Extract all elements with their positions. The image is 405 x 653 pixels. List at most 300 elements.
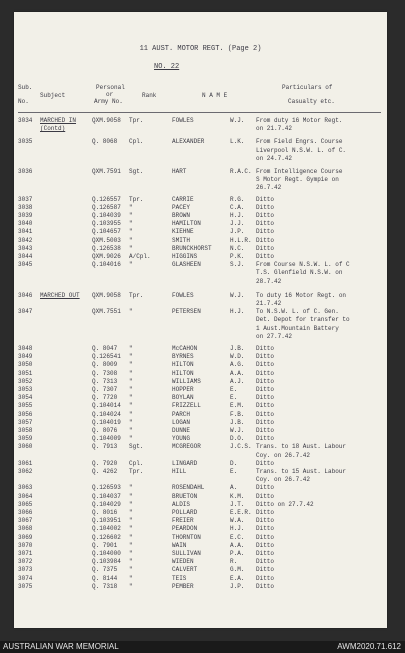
cell-army: Q. 7308 <box>92 369 118 377</box>
cell-rank: " <box>129 394 133 402</box>
cell-army: Q.126593 <box>92 484 121 492</box>
cell-part: From Field Engrs. Course <box>256 138 343 146</box>
cell-init: N.C. <box>230 244 245 252</box>
cell-army: Q. 7375 <box>92 566 118 574</box>
cell-sub: 3050 <box>18 361 33 369</box>
cell-init: W.A. <box>230 517 245 525</box>
table-row <box>14 509 387 517</box>
cell-name: ALDIS <box>172 500 191 508</box>
cell-name: TEIS <box>172 574 187 582</box>
cell-rank: Tpr. <box>129 117 144 124</box>
document-title: 11 AUST. MOTOR REGT. (Page 2) <box>139 45 262 53</box>
cell-army: Q. 8016 <box>92 509 118 516</box>
cell-part: Ditto <box>256 533 275 541</box>
cell-name: FREIER <box>172 517 194 525</box>
cell-rank: " <box>129 228 133 236</box>
cell-rank: " <box>129 509 133 516</box>
cell-name: HILL <box>172 468 187 475</box>
cell-init: D. <box>230 459 238 467</box>
footer-reference: AWM2020.71.612 <box>337 642 401 651</box>
cell-name: ALEXANDER <box>172 138 205 146</box>
header-sub: Sub. <box>18 84 33 91</box>
table-row <box>14 325 387 333</box>
cell-rank: A/Cpl. <box>129 253 151 260</box>
cell-army: Q.104024 <box>92 410 121 418</box>
cell-part: To duty 16 Motor Regt. on <box>256 291 347 299</box>
cell-part: Ditto <box>256 402 275 410</box>
table-row <box>14 452 387 460</box>
cell-name: YOUNG <box>172 435 191 443</box>
cell-name: PACEY <box>172 203 191 211</box>
table-row <box>14 493 387 501</box>
cell-army: QXM.9058 <box>92 117 121 124</box>
cell-sub: 3060 <box>18 443 33 451</box>
cell-rank: " <box>129 492 133 500</box>
cell-army: Q.104000 <box>92 550 121 557</box>
cell-rank: Cpl. <box>129 459 144 467</box>
cell-part: 1 Aust.Mountain Battery <box>256 324 339 332</box>
cell-part: Ditto <box>256 361 275 369</box>
cell-part: Ditto <box>256 566 275 574</box>
cell-army: Q. 7307 <box>92 386 118 393</box>
cell-name: BRUETON <box>172 492 198 500</box>
cell-sub: 3070 <box>18 541 33 549</box>
cell-name: BYRNES <box>172 353 194 361</box>
header-personal: Personal <box>96 84 125 91</box>
table-row <box>14 117 387 125</box>
cell-name: KIEHNE <box>172 228 194 236</box>
cell-army: Q.126602 <box>92 533 121 541</box>
cell-rank: Tpr. <box>129 195 144 203</box>
cell-army: Q.104039 <box>92 212 121 219</box>
cell-name: McCAHON <box>172 345 198 352</box>
table-row <box>14 435 387 443</box>
cell-rank: " <box>129 558 133 566</box>
cell-part: Ditto <box>256 459 275 467</box>
cell-init: A. <box>230 484 238 492</box>
cell-rank: " <box>129 244 133 252</box>
cell-sub: 3049 <box>18 353 33 361</box>
cell-name: CALVERT <box>172 566 198 574</box>
cell-part: Ditto <box>256 386 275 393</box>
cell-name: FOWLES <box>172 117 194 124</box>
cell-sub: 3038 <box>18 203 33 211</box>
cell-rank: " <box>129 410 133 418</box>
cell-part: Ditto <box>256 525 275 533</box>
cell-part: From Intelligence Course <box>256 168 343 175</box>
cell-army: Q.104016 <box>92 261 121 269</box>
cell-part: Ditto <box>256 517 275 525</box>
cell-sub: 3034 <box>18 117 33 124</box>
cell-name: HOPPER <box>172 386 194 393</box>
table-row <box>14 443 387 451</box>
cell-army: Q. 7318 <box>92 582 118 590</box>
cell-part: Ditto <box>256 574 275 582</box>
cell-army: Q.126587 <box>92 203 121 211</box>
cell-name: WIEDEN <box>172 558 194 566</box>
cell-name: HILTON <box>172 361 194 369</box>
cell-name: CARRIE <box>172 195 194 203</box>
cell-rank: Sgt. <box>129 443 144 451</box>
cell-sub: 3053 <box>18 386 33 393</box>
cell-army: Q. 7920 <box>92 459 118 467</box>
header-casualty: Casualty etc. <box>288 98 335 105</box>
cell-army: Q.104657 <box>92 228 121 236</box>
cell-part: Liverpool N.S.W. L. of C. <box>256 146 347 154</box>
table-row <box>14 468 387 476</box>
cell-subj: MARCHED OUT <box>40 291 80 299</box>
cell-sub: 3051 <box>18 369 33 377</box>
archive-footer <box>0 641 405 653</box>
cell-sub: 3047 <box>18 308 33 316</box>
cell-rank: " <box>129 582 133 590</box>
cell-sub: 3055 <box>18 402 33 410</box>
cell-rank: " <box>129 484 133 492</box>
cell-part: Ditto <box>256 410 275 418</box>
cell-army: Q.104009 <box>92 435 121 443</box>
document-number: NO. 22 <box>154 63 180 71</box>
cell-part: Ditto <box>256 509 275 516</box>
cell-name: THORNTON <box>172 533 201 541</box>
table-row <box>14 476 387 484</box>
cell-sub: 3041 <box>18 228 33 236</box>
cell-name: HIGGINS <box>172 253 198 260</box>
cell-army: QXM.5003 <box>92 236 121 244</box>
cell-sub: 3036 <box>18 168 33 175</box>
table-row <box>14 386 387 394</box>
cell-init: R. <box>230 558 238 566</box>
table-row <box>14 196 387 204</box>
cell-sub: 3056 <box>18 410 33 418</box>
cell-army: Q. 7313 <box>92 377 118 385</box>
table-row <box>14 361 387 369</box>
cell-name: PETERSEN <box>172 308 201 316</box>
header-no: No. <box>18 98 29 105</box>
cell-name: HAMILTON <box>172 220 201 228</box>
cell-name: HILTON <box>172 369 194 377</box>
cell-init: E.A. <box>230 574 245 582</box>
cell-init: H.J. <box>230 308 245 316</box>
table-row <box>14 558 387 566</box>
header-rule <box>18 112 381 113</box>
cell-part: Ditto <box>256 435 275 443</box>
table-row <box>14 542 387 550</box>
cell-part: Ditto <box>256 427 275 434</box>
cell-army: Q. 8144 <box>92 574 118 582</box>
cell-init: A.G. <box>230 361 245 369</box>
cell-sub: 3062 <box>18 468 33 475</box>
cell-init: J.B. <box>230 345 245 352</box>
table-row <box>14 583 387 591</box>
table-row <box>14 176 387 184</box>
header-subject: Subject <box>40 92 66 99</box>
cell-init: A.A. <box>230 541 245 549</box>
cell-rank: " <box>129 533 133 541</box>
table-row <box>14 419 387 427</box>
cell-name: PEMBER <box>172 582 194 590</box>
cell-part: Ditto <box>256 236 275 244</box>
footer-source: AUSTRALIAN WAR MEMORIAL <box>3 642 119 651</box>
cell-part: Ditto <box>256 582 275 590</box>
table-row <box>14 300 387 308</box>
table-row <box>14 353 387 361</box>
cell-part: Ditto <box>256 353 275 361</box>
table-row <box>14 566 387 574</box>
cell-sub: 3045 <box>18 261 33 269</box>
cell-rank: " <box>129 550 133 557</box>
cell-rank: Tpr. <box>129 291 144 299</box>
cell-init: P.A. <box>230 550 245 557</box>
cell-rank: " <box>129 574 133 582</box>
cell-init: J.P. <box>230 582 245 590</box>
table-row <box>14 155 387 163</box>
cell-army: Q. 7913 <box>92 443 118 451</box>
header-name: N A M E <box>202 92 228 99</box>
cell-army: Q.104019 <box>92 418 121 426</box>
cell-part: Ditto <box>256 492 275 500</box>
cell-sub: 3066 <box>18 509 33 516</box>
cell-name: BOYLAN <box>172 394 194 402</box>
cell-init: R.A.C. <box>230 168 252 175</box>
cell-name: BRUNCKHORST <box>172 244 212 252</box>
table-row <box>14 550 387 558</box>
cell-init: J.B. <box>230 418 245 426</box>
cell-name: POLLARD <box>172 509 198 516</box>
cell-subj: (Contd) <box>40 125 66 133</box>
cell-sub: 3072 <box>18 558 33 566</box>
cell-rank: " <box>129 525 133 533</box>
cell-sub: 3074 <box>18 574 33 582</box>
table-row <box>14 278 387 286</box>
cell-subj: MARCHED IN <box>40 117 77 124</box>
table-row <box>14 378 387 386</box>
cell-sub: 3068 <box>18 525 33 533</box>
cell-init: F.B. <box>230 410 245 418</box>
cell-init: W.J. <box>230 427 245 434</box>
cell-army: Q.104014 <box>92 402 121 410</box>
cell-sub: 3052 <box>18 377 33 385</box>
cell-army: Q. 8068 <box>92 138 118 146</box>
cell-part: Det. Depot for transfer to <box>256 316 350 324</box>
table-row <box>14 292 387 300</box>
header-particulars: Particulars of <box>282 84 333 91</box>
table-row <box>14 184 387 192</box>
cell-init: C.A. <box>230 203 245 211</box>
cell-init: H.J. <box>230 212 245 219</box>
cell-init: K.M. <box>230 492 245 500</box>
cell-part: on 24.7.42 <box>256 154 293 162</box>
cell-rank: Sgt. <box>129 168 144 175</box>
cell-sub: 3037 <box>18 195 33 203</box>
cell-name: DUNNE <box>172 427 191 434</box>
cell-sub: 3059 <box>18 435 33 443</box>
cell-army: QXM.7591 <box>92 168 121 175</box>
cell-part: Ditto <box>256 195 275 203</box>
cell-rank: " <box>129 566 133 574</box>
cell-init: H.J. <box>230 525 245 533</box>
cell-rank: " <box>129 427 133 434</box>
table-row <box>14 333 387 341</box>
cell-sub: 3075 <box>18 582 33 590</box>
cell-rank: " <box>129 517 133 525</box>
table-row <box>14 484 387 492</box>
cell-sub: 3043 <box>18 244 33 252</box>
cell-name: LINGARD <box>172 459 198 467</box>
cell-army: Q.126538 <box>92 244 121 252</box>
cell-part: S Motor Regt. Gympie on <box>256 176 339 184</box>
cell-rank: " <box>129 418 133 426</box>
cell-part: From duty 16 Motor Regt. <box>256 117 343 124</box>
cell-part: Ditto <box>256 220 275 228</box>
table-row <box>14 125 387 133</box>
cell-init: L.K. <box>230 138 245 146</box>
table-row <box>14 245 387 253</box>
cell-sub: 3039 <box>18 212 33 219</box>
cell-init: P.K. <box>230 253 245 260</box>
cell-part: Ditto <box>256 377 275 385</box>
cell-army: Q. 8076 <box>92 427 118 434</box>
header-army-no: Army No. <box>94 98 123 105</box>
cell-sub: 3067 <box>18 517 33 525</box>
table-row <box>14 525 387 533</box>
cell-part: 21.7.42 <box>256 300 282 307</box>
cell-army: QXM.9058 <box>92 291 121 299</box>
cell-part: Ditto <box>256 550 275 557</box>
cell-part: Trans. to 18 Aust. Labour <box>256 443 347 451</box>
cell-army: Q.126541 <box>92 353 121 361</box>
cell-rank: " <box>129 345 133 352</box>
cell-part: Coy. on 26.7.42 <box>256 451 311 459</box>
cell-init: A.A. <box>230 369 245 377</box>
cell-army: Q. 8009 <box>92 361 118 369</box>
cell-part: Ditto <box>256 203 275 211</box>
cell-rank: " <box>129 402 133 410</box>
cell-army: Q. 8047 <box>92 345 118 352</box>
cell-init: E.E.R. <box>230 509 252 516</box>
cell-init: E. <box>230 386 238 393</box>
cell-rank: " <box>129 361 133 369</box>
cell-sub: 3071 <box>18 550 33 557</box>
cell-name: SULLIVAN <box>172 550 201 557</box>
cell-rank: Cpl. <box>129 138 144 146</box>
cell-rank: " <box>129 236 133 244</box>
cell-part: on 21.7.42 <box>256 125 293 133</box>
cell-init: J.C.S. <box>230 443 252 451</box>
cell-army: Q.126557 <box>92 195 121 203</box>
cell-part: To N.S.W. L. of C. Gen. <box>256 308 339 316</box>
cell-part: Ditto <box>256 369 275 377</box>
cell-sub: 3064 <box>18 492 33 500</box>
cell-part: 26.7.42 <box>256 184 282 192</box>
cell-sub: 3061 <box>18 459 33 467</box>
table-row <box>14 204 387 212</box>
cell-init: G.M. <box>230 566 245 574</box>
table-row <box>14 212 387 220</box>
cell-init: S.J. <box>230 261 245 269</box>
table-row <box>14 147 387 155</box>
table-row <box>14 316 387 324</box>
table-row <box>14 168 387 176</box>
table-row <box>14 370 387 378</box>
table-row <box>14 228 387 236</box>
table-row <box>14 411 387 419</box>
table-row <box>14 269 387 277</box>
cell-rank: " <box>129 377 133 385</box>
cell-army: Q. 7720 <box>92 394 118 402</box>
cell-army: Q. 4262 <box>92 468 118 475</box>
cell-init: W.D. <box>230 353 245 361</box>
cell-army: Q. 7901 <box>92 541 118 549</box>
cell-army: QXM.9026 <box>92 253 121 260</box>
cell-sub: 3035 <box>18 138 33 146</box>
cell-rank: " <box>129 261 133 269</box>
cell-part: Trans. to 15 Aust. Labour <box>256 468 347 475</box>
cell-init: A.J. <box>230 377 245 385</box>
cell-rank: " <box>129 500 133 508</box>
cell-init: R.G. <box>230 195 245 203</box>
table-row <box>14 138 387 146</box>
cell-rank: " <box>129 369 133 377</box>
header-or: or <box>106 91 114 98</box>
cell-part: Coy. on 26.7.42 <box>256 476 311 484</box>
cell-sub: 3046 <box>18 291 33 299</box>
cell-init: W.J. <box>230 117 245 124</box>
cell-name: MCGREGOR <box>172 443 201 451</box>
cell-init: H.L.R. <box>230 236 252 244</box>
table-row <box>14 261 387 269</box>
cell-part: T.S. Glenfield N.S.W. on <box>256 269 343 277</box>
cell-part: Ditto on 27.7.42 <box>256 500 314 508</box>
cell-sub: 3054 <box>18 394 33 402</box>
cell-army: Q.104029 <box>92 500 121 508</box>
cell-part: on 27.7.42 <box>256 332 293 340</box>
cell-name: HART <box>172 168 187 175</box>
cell-sub: 3065 <box>18 500 33 508</box>
cell-rank: " <box>129 353 133 361</box>
cell-part: Ditto <box>256 345 275 352</box>
cell-sub: 3042 <box>18 236 33 244</box>
cell-rank: " <box>129 541 133 549</box>
cell-init: D.O. <box>230 435 245 443</box>
cell-rank: " <box>129 308 133 316</box>
cell-sub: 3073 <box>18 566 33 574</box>
table-row <box>14 575 387 583</box>
table-row <box>14 427 387 435</box>
cell-init: J.T. <box>230 500 245 508</box>
table-row <box>14 501 387 509</box>
cell-name: WILLIAMS <box>172 377 201 385</box>
cell-army: Q.103951 <box>92 517 121 525</box>
cell-name: FRIZZELL <box>172 402 201 410</box>
cell-sub: 3058 <box>18 427 33 434</box>
table-row <box>14 460 387 468</box>
cell-part: Ditto <box>256 244 275 252</box>
cell-army: Q.104037 <box>92 492 121 500</box>
cell-army: Q.103955 <box>92 220 121 228</box>
cell-part: 28.7.42 <box>256 277 282 285</box>
cell-name: WAIN <box>172 541 187 549</box>
cell-army: QXM.7551 <box>92 308 121 316</box>
cell-rank: " <box>129 386 133 393</box>
cell-init: J.J. <box>230 220 245 228</box>
cell-part: Ditto <box>256 484 275 492</box>
table-row <box>14 220 387 228</box>
table-row <box>14 517 387 525</box>
header-rank: Rank <box>142 92 157 99</box>
cell-rank: " <box>129 435 133 443</box>
cell-rank: " <box>129 203 133 211</box>
table-row <box>14 534 387 542</box>
